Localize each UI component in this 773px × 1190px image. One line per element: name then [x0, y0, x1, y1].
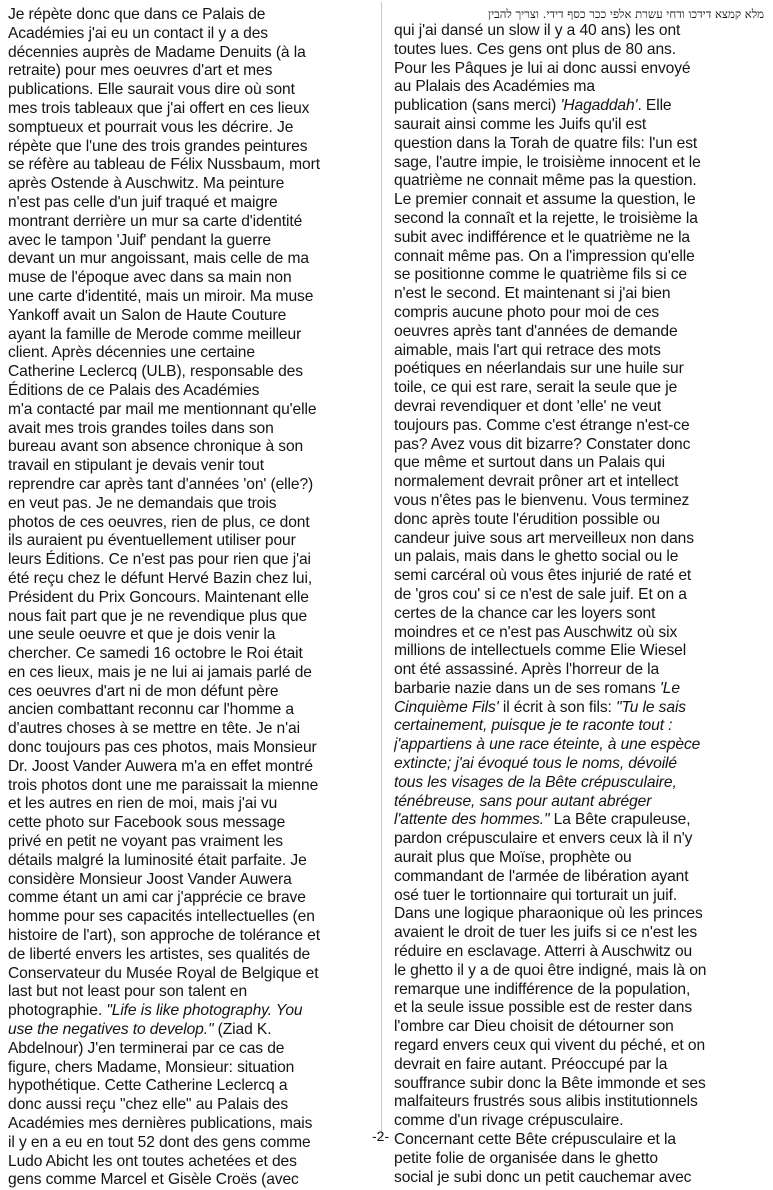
text-segment: Académies j'ai eu un contact il y a des — [8, 24, 268, 42]
text-line — [8, 81, 365, 100]
italic-text: l'attente des hommes." — [394, 811, 550, 829]
text-segment: Conservateur du Musée Royal de Belgique et — [8, 964, 319, 982]
text-segment: qui j'ai dansé un slow il y a 40 ans) les ont — [394, 22, 681, 39]
text-segment: figure, chers Madame, Monsieur: situation — [8, 1058, 295, 1076]
text-line — [8, 983, 365, 1002]
text-line — [394, 398, 766, 417]
text-segment: question dans la Torah de quatre fils: l'un est — [394, 134, 698, 152]
text-line — [394, 962, 766, 981]
text-segment: nous fait part que je ne revendique plus que — [8, 607, 308, 625]
text-line — [394, 774, 766, 793]
text-segment: détails malgré la luminosité était parfaite. Je — [8, 851, 307, 869]
text-line — [8, 175, 365, 194]
text-line — [8, 1171, 365, 1190]
text-line — [8, 1002, 365, 1021]
text-line — [394, 266, 766, 285]
text-line — [8, 1059, 365, 1078]
text-line — [394, 849, 766, 868]
text-segment: en ces lieux, mais je ne lui ai jamais parlé de — [8, 663, 312, 681]
text-line — [394, 360, 766, 379]
text-line — [394, 60, 766, 79]
hebrew-header-line: מלא קמצא דידכו ודחי עשרת אלפי ככר כסף דידי. וצריך להבין — [488, 7, 764, 21]
text-segment: il y en a eu en tout 52 dont des gens comme — [8, 1133, 311, 1151]
text-segment: subit avec indifférence et le quatrième ne la — [394, 228, 691, 246]
text-segment: trois photos dont une me paraissait la mienne — [8, 776, 319, 794]
text-segment: Le premier connait et assume la question, le — [394, 191, 696, 209]
text-line — [394, 511, 766, 530]
text-line — [394, 191, 766, 210]
text-segment: Dans une logique pharaonique où les princes — [394, 905, 703, 923]
text-segment: Dr. Joost Vander Auwera m'a en effet montré — [8, 757, 313, 775]
text-line — [8, 720, 365, 739]
text-segment: barbarie nazie dans un de ses romans — [394, 679, 660, 697]
text-segment: avec le tampon 'Juif' pendant la guerre — [8, 231, 271, 249]
text-line — [8, 495, 365, 514]
text-line — [8, 100, 365, 119]
text-line — [8, 138, 365, 157]
text-segment: petite folie de organisée dans le ghetto — [394, 1149, 658, 1167]
text-line — [394, 586, 766, 605]
italic-text: ténébreuse, sans pour autant abréger — [394, 792, 652, 810]
italic-text: 'Le — [659, 679, 680, 697]
text-line — [8, 1040, 365, 1059]
text-line — [8, 476, 365, 495]
text-segment: toutes lues. Ces gens ont plus de 80 ans. — [394, 40, 676, 58]
text-line — [394, 755, 766, 774]
text-line — [8, 814, 365, 833]
text-segment: social je subi donc un petit cauchemar avec — [394, 1168, 692, 1186]
text-segment: last but not least pour son talent en — [8, 983, 248, 1001]
text-segment: n'est pas celle d'un juif traqué et maigre — [8, 193, 278, 211]
text-segment: hypothétique. Cette Catherine Leclercq a — [8, 1077, 288, 1095]
text-line — [394, 1018, 766, 1037]
text-segment: bureau avant son absence chronique à son — [8, 438, 304, 456]
text-line — [8, 664, 365, 683]
text-segment: poétiques en néerlandais sur une huile sur — [394, 360, 684, 378]
text-line — [8, 795, 365, 814]
text-segment: oeuvres après tant d'années de demande — [394, 322, 678, 340]
text-line — [394, 22, 766, 41]
text-segment: Pour les Pâques je lui ai donc aussi envoyé — [394, 59, 691, 77]
text-line — [394, 999, 766, 1018]
text-line — [8, 363, 365, 382]
page-number: -2- — [372, 1128, 390, 1144]
text-segment: après Ostende à Auschwitz. Ma peinture — [8, 175, 285, 193]
text-line — [8, 44, 365, 63]
text-line — [394, 887, 766, 906]
text-line — [394, 304, 766, 323]
text-line — [8, 965, 365, 984]
text-line — [394, 642, 766, 661]
text-line — [394, 436, 766, 455]
text-segment: le ghetto il y a de quoi être indigné, mais là on — [394, 961, 707, 979]
text-line — [8, 1096, 365, 1115]
text-segment: pardon crépusculaire et envers ceux là il n'y — [394, 830, 693, 848]
text-segment: osé tuer le tortionnaire qui torturait un juif. — [394, 886, 678, 904]
text-line — [8, 6, 365, 25]
text-line — [394, 78, 766, 97]
text-segment: se positionne comme le quatrième fils si ce — [394, 266, 687, 284]
text-line — [394, 943, 766, 962]
text-line — [8, 288, 365, 307]
text-segment: retraite) pour mes oeuvres d'art et mes — [8, 62, 273, 80]
text-line — [394, 811, 766, 830]
text-segment: décennies auprès de Madame Denuits (à la — [8, 43, 306, 61]
text-segment: donc aussi reçu "chez elle" au Palais des — [8, 1096, 289, 1114]
text-line — [8, 514, 365, 533]
text-line — [8, 401, 365, 420]
text-line — [394, 605, 766, 624]
text-segment: moindres et ce n'est pas Auschwitz où six — [394, 623, 678, 641]
text-segment: se réfère au tableau de Félix Nussbaum, mort — [8, 156, 320, 174]
text-line — [394, 830, 766, 849]
text-line — [394, 1131, 766, 1150]
text-segment: photos de ces oeuvres, rien de plus, ce dont — [8, 513, 310, 531]
italic-text: 'Hagaddah' — [560, 97, 638, 115]
text-line — [8, 532, 365, 551]
italic-text: "Life is like photography. You — [106, 1002, 303, 1020]
text-line — [394, 1093, 766, 1112]
text-segment: sage, l'autre impie, le troisième innocent et le — [394, 153, 701, 171]
text-segment: de 'gros cou' si ce n'est de sale juif. Et on a — [394, 585, 687, 603]
text-line — [8, 326, 365, 345]
text-line — [394, 323, 766, 342]
text-line — [394, 661, 766, 680]
text-segment: ces oeuvres d'art ni de mon défunt père — [8, 682, 279, 700]
text-segment: histoire de l'art), son approche de tolérance et — [8, 927, 320, 945]
text-line — [394, 624, 766, 643]
text-segment: travail en stipulant je devais venir tout — [8, 457, 264, 475]
text-segment: aurait plus que Moïse, prophète ou — [394, 849, 632, 867]
text-segment: Éditions de ce Palais des Académies — [8, 381, 260, 399]
text-segment: Président du Prix Goncours. Maintenant elle — [8, 588, 309, 606]
text-segment: m'a contacté par mail me mentionnant qu'elle — [8, 400, 317, 418]
text-segment: publication (sans merci) — [394, 97, 561, 115]
text-line — [394, 473, 766, 492]
text-line — [8, 871, 365, 890]
text-segment: remarque une indifférence de la population, — [394, 980, 691, 998]
text-line — [394, 210, 766, 229]
text-segment: souffrance subir donc la Bête immonde et ses — [394, 1074, 706, 1092]
text-line — [394, 154, 766, 173]
text-line — [8, 758, 365, 777]
text-segment: en veut pas. Je ne demandais que trois — [8, 494, 277, 512]
text-line — [8, 1134, 365, 1153]
text-line — [8, 833, 365, 852]
italic-text: "Tu le sais — [616, 698, 687, 716]
text-line — [8, 438, 365, 457]
text-segment: Ludo Abicht les ont toutes achetées et des — [8, 1152, 297, 1170]
text-line — [394, 379, 766, 398]
text-segment: un palais, mais dans le ghetto social ou le — [394, 548, 679, 566]
text-line — [8, 1115, 365, 1134]
text-segment: d'autres choses à se mettre en tête. Je n'ai — [8, 720, 300, 738]
text-segment: aimable, mais l'art qui retrace des mots — [394, 341, 661, 359]
text-segment: publications. Elle saurait vous dire où sont — [8, 81, 295, 99]
text-segment: comme d'un rivage crépusculaire. — [394, 1112, 624, 1130]
text-segment: privé en petit ne voyant pas vraiment les — [8, 833, 284, 851]
text-segment: commandant de l'armée de libération ayant — [394, 867, 689, 885]
text-line — [8, 62, 365, 81]
text-segment: chercher. Ce samedi 16 octobre le Roi était — [8, 645, 303, 663]
text-segment: Concernant cette Bête crépusculaire et la — [394, 1131, 676, 1149]
text-line — [8, 927, 365, 946]
text-line — [8, 25, 365, 44]
text-line — [8, 1077, 365, 1096]
text-line — [8, 701, 365, 720]
text-segment: compris aucune photo pour moi de ces — [394, 303, 660, 321]
text-line — [394, 1056, 766, 1075]
text-line — [8, 213, 365, 232]
text-segment: muse de l'époque avec dans sa main non — [8, 269, 292, 287]
text-line — [8, 156, 365, 175]
text-segment: été reçu chez le défunt Hervé Bazin chez lui, — [8, 569, 313, 587]
text-segment: malfaiteurs frustrés sous alibis institutionnels — [394, 1093, 698, 1111]
text-segment: gens comme Marcel et Gisèle Croës (avec — [8, 1171, 299, 1189]
text-line — [8, 232, 365, 251]
italic-text: use the negatives to develop." — [8, 1021, 214, 1039]
text-line — [394, 172, 766, 191]
text-line — [394, 548, 766, 567]
text-line — [8, 589, 365, 608]
text-segment: Je répète donc que dans ce Palais de — [8, 6, 266, 23]
text-line — [8, 946, 365, 965]
text-segment: toile, ce qui est rare, serait la seule que je — [394, 379, 678, 397]
text-line — [8, 457, 365, 476]
text-segment: Catherine Leclercq (ULB), responsable des — [8, 363, 303, 381]
text-line — [394, 680, 766, 699]
text-line — [8, 889, 365, 908]
text-line — [394, 1169, 766, 1188]
text-segment: normalement devrait prôner art et intellect — [394, 473, 679, 491]
text-line — [394, 924, 766, 943]
text-line — [8, 420, 365, 439]
text-segment: ancien combattant reconnu car l'homme a — [8, 701, 294, 719]
text-line — [394, 1075, 766, 1094]
text-line — [394, 1037, 766, 1056]
text-segment: Académies mes dernières publications, mais — [8, 1115, 313, 1133]
text-line — [8, 551, 365, 570]
text-line — [394, 454, 766, 473]
text-segment: au Plalais des Académies ma — [394, 78, 595, 96]
text-line — [8, 908, 365, 927]
text-line — [8, 1153, 365, 1172]
text-segment: Yankoff avait un Salon de Haute Couture — [8, 306, 287, 324]
text-segment: montrant derrière un mur sa carte d'identité — [8, 212, 303, 230]
text-segment: ayant la famille de Merode comme meilleur — [8, 325, 302, 343]
text-segment: vous n'êtes pas le bienvenu. Vous terminez — [394, 491, 690, 509]
text-segment: de liberté envers les artistes, ses qualités de — [8, 945, 311, 963]
text-segment: semi carcéral où vous êtes injurié de raté et — [394, 567, 692, 585]
text-line — [394, 285, 766, 304]
text-line — [394, 699, 766, 718]
text-segment: La Bête crapuleuse, — [549, 811, 691, 829]
text-line — [394, 530, 766, 549]
text-line — [8, 852, 365, 871]
text-segment: que même et surtout dans un Palais qui — [394, 454, 665, 472]
text-line — [394, 736, 766, 755]
text-segment: quatrième ne connait même pas la question. — [394, 172, 697, 190]
text-segment: mes trois tableaux que j'ai offert en ces lieux — [8, 99, 310, 117]
text-line — [394, 116, 766, 135]
text-line — [8, 683, 365, 702]
text-segment: donc toujours pas ces photos, mais Monsieur — [8, 739, 317, 757]
text-segment: avait mes trois grandes toiles dans son — [8, 419, 274, 437]
italic-text: Cinquième Fils' — [394, 698, 499, 716]
italic-text: certainement, puisque je te raconte tout : — [394, 717, 673, 735]
text-segment: candeur juive sous art merveilleux non dans — [394, 529, 694, 547]
text-line — [8, 1021, 365, 1040]
text-segment: client. Après décennies une certaine — [8, 344, 255, 362]
text-segment: leurs Éditions. Ce n'est pas pour rien que j'ai — [8, 551, 311, 569]
text-segment: ont été assassiné. Après l'horreur de la — [394, 661, 660, 679]
text-segment: l'ombre car Dieu choisit de détourner son — [394, 1018, 674, 1036]
text-segment: Abdelnour) J'en terminerai par ce cas de — [8, 1039, 285, 1057]
text-segment: n'est le second. Et maintenant si j'ai bien — [394, 285, 671, 303]
text-line — [8, 626, 365, 645]
text-line — [8, 739, 365, 758]
text-segment: photographie. — [8, 1002, 107, 1020]
text-segment: donc après toute l'érudition possible ou — [394, 510, 660, 528]
text-line — [394, 229, 766, 248]
text-line — [8, 194, 365, 213]
text-segment: une seule oeuvre et que je dois venir la — [8, 626, 276, 644]
text-segment: réduire en esclavage. Atterri à Auschwitz ou — [394, 943, 693, 961]
column-divider — [381, 2, 382, 1140]
text-line — [394, 717, 766, 736]
text-line — [394, 868, 766, 887]
text-line — [8, 119, 365, 138]
text-line — [394, 135, 766, 154]
text-line — [8, 608, 365, 627]
text-segment: saurait ainsi comme les Juifs qu'il est — [394, 115, 647, 133]
text-line — [8, 307, 365, 326]
text-line — [394, 41, 766, 60]
italic-text: tous les visages de la Bête crépusculaire, — [394, 773, 677, 791]
text-segment: somptueux et pourrait vous les décrire. Je — [8, 118, 294, 136]
text-segment: reprendre car après tant d'années 'on' (elle?) — [8, 475, 314, 493]
text-segment: il écrit à son fils: — [498, 698, 616, 716]
text-line — [8, 570, 365, 589]
text-line — [8, 269, 365, 288]
text-segment: cette photo sur Facebook sous message — [8, 814, 286, 832]
text-line — [394, 492, 766, 511]
text-segment: considère Monsieur Joost Vander Auwera — [8, 870, 292, 888]
text-segment: certes de la chance car les loyers sont — [394, 604, 656, 622]
text-segment: millions de intellectuels comme Elie Wiesel — [394, 642, 687, 660]
text-segment: regard envers ceux qui vivent du péché, et on — [394, 1037, 706, 1055]
text-line — [394, 97, 766, 116]
text-segment: avaient le droit de tuer les juifs si ce n'est les — [394, 924, 698, 942]
text-line — [394, 1112, 766, 1131]
text-line — [394, 248, 766, 267]
text-segment: et la seule issue possible est de rester dans — [394, 999, 693, 1017]
text-segment: devrai revendiquer et dont 'elle' ne veut — [394, 397, 662, 415]
text-line — [8, 645, 365, 664]
text-segment: (Ziad K. — [213, 1021, 272, 1039]
text-segment: répète que l'une des trois grandes peintures — [8, 137, 308, 155]
text-line — [394, 417, 766, 436]
text-segment: ils auraient pu éventuellement utiliser pour — [8, 532, 296, 550]
text-segment: une carte d'identité, mais un miroir. Ma muse — [8, 287, 314, 305]
text-segment: homme pour ses capacités intellectuelles (en — [8, 908, 315, 926]
text-segment: second la connaît et la rejette, le troisième la — [394, 209, 698, 227]
text-line — [394, 1150, 766, 1169]
text-line — [8, 777, 365, 796]
text-segment: pas? Avez vous dit bizarre? Constater donc — [394, 435, 691, 453]
text-line — [394, 793, 766, 812]
text-line — [8, 344, 365, 363]
text-line — [394, 342, 766, 361]
text-segment: . Elle — [637, 97, 672, 115]
right-text-column — [394, 6, 766, 1187]
text-line — [8, 250, 365, 269]
text-segment: connait même pas. On a l'impression qu'elle — [394, 247, 695, 265]
left-text-column — [8, 6, 365, 1190]
text-segment: et les autres en rien de moi, mais j'ai vu — [8, 795, 278, 813]
text-line — [8, 382, 365, 401]
text-segment: toujours pas. Comme c'est étrange n'est-ce — [394, 416, 690, 434]
text-segment: comme étant un ami car j'apprécie ce brave — [8, 889, 306, 907]
text-segment: devrait en faire autant. Préoccupé par la — [394, 1055, 668, 1073]
text-line — [394, 567, 766, 586]
text-line — [394, 981, 766, 1000]
italic-text: extincte; j'ai évoqué tous le noms, dévoilé — [394, 755, 677, 773]
text-segment: devant un mur angoissant, mais celle de ma — [8, 250, 309, 268]
italic-text: j'appartiens à une race éteinte, à une espèce — [394, 736, 701, 754]
text-line — [394, 905, 766, 924]
